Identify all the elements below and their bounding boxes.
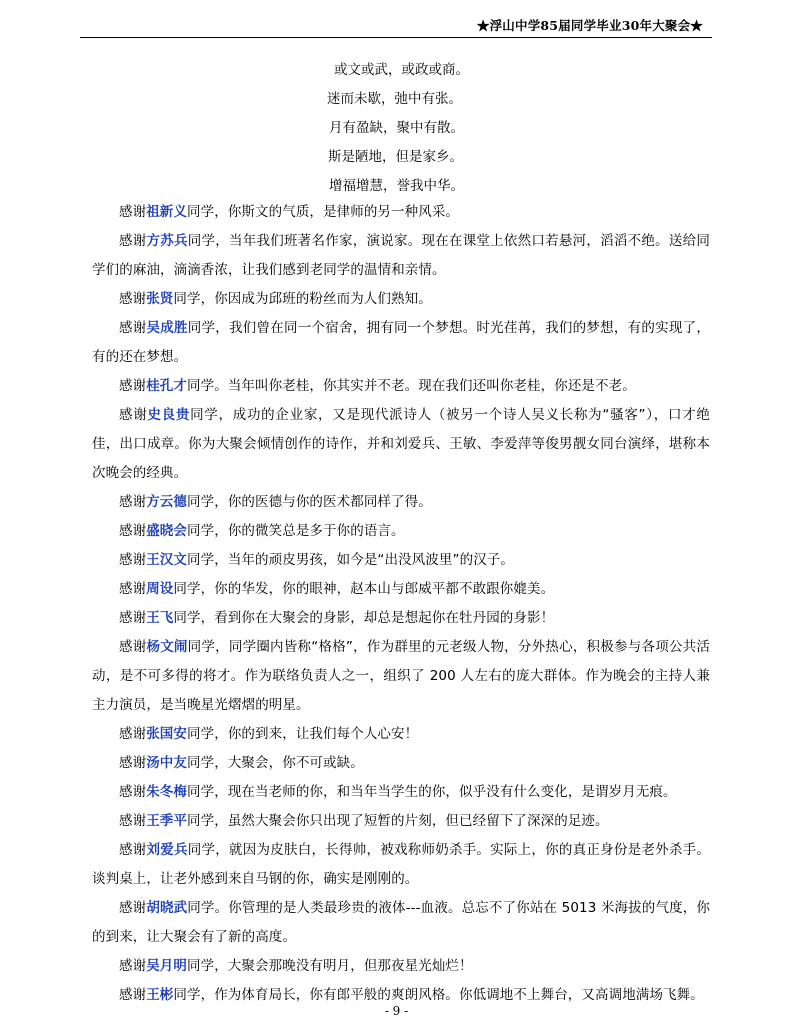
classmate-name: 王季平 [146, 813, 188, 829]
thanks-text: 同学，你的微笑总是多于你的语言。 [187, 523, 405, 539]
thanks-prefix: 感谢 [119, 842, 147, 858]
classmate-name: 吴月明 [146, 958, 188, 974]
classmate-name: 刘爱兵 [146, 842, 188, 858]
poem-line: 或文或武，或政或商。 [334, 62, 469, 78]
thanks-text: 同学，现在当老师的你，和当年当学生的你，似乎没有什么变化，是谓岁月无痕。 [187, 784, 677, 800]
thanks-text: 同学，你的华发，你的眼神，赵本山与郎威平都不敢跟你媲美。 [173, 581, 555, 597]
thanks-text: 同学，你斯文的气质，是律师的另一种风采。 [187, 204, 460, 220]
thanks-list [92, 198, 710, 1010]
classmate-name: 汤中友 [146, 755, 188, 771]
thanks-paragraph [92, 604, 710, 633]
classmate-name: 方苏兵 [146, 233, 188, 249]
thanks-text: 同学，虽然大聚会你只出现了短暂的片刻，但已经留下了深深的足迹。 [187, 813, 609, 829]
thanks-paragraph [92, 198, 710, 227]
thanks-paragraph [92, 778, 710, 807]
thanks-prefix: 感谢 [119, 291, 147, 307]
thanks-prefix: 感谢 [119, 784, 147, 800]
thanks-paragraph [92, 227, 710, 285]
thanks-prefix: 感谢 [119, 233, 147, 249]
thanks-paragraph [92, 285, 710, 314]
thanks-prefix: 感谢 [119, 755, 147, 771]
thanks-text: 同学，就因为皮肤白，长得帅，被戏称师奶杀手。实际上，你的真正身份是老外杀手。谈判桌上，让老外感到来自马钢的你，确实是刚刚的。 [92, 842, 710, 887]
classmate-name: 张贤 [146, 291, 174, 307]
thanks-prefix: 感谢 [119, 407, 148, 423]
thanks-text: 同学，你因成为邱班的粉丝而为人们熟知。 [173, 291, 432, 307]
classmate-name: 朱冬梅 [146, 784, 188, 800]
classmate-name: 张国安 [146, 726, 188, 742]
poem-line: 斯是陋地，但是家乡。 [328, 149, 463, 165]
classmate-name: 吴成胜 [146, 320, 188, 336]
poem-line: 迷而未歇，弛中有张。 [327, 91, 462, 107]
thanks-paragraph [92, 401, 710, 488]
classmate-name: 祖新义 [146, 204, 188, 220]
thanks-prefix: 感谢 [119, 523, 147, 539]
thanks-paragraph [92, 807, 710, 836]
thanks-paragraph [92, 633, 710, 720]
page-number: - 9 - [384, 1004, 409, 1018]
thanks-prefix: 感谢 [119, 581, 147, 597]
classmate-name: 王彬 [146, 987, 174, 1003]
thanks-paragraph [92, 952, 710, 981]
poem-line: 增福增慧，誉我中华。 [329, 178, 464, 194]
thanks-prefix: 感谢 [119, 320, 147, 336]
classmate-name: 杨文闹 [146, 639, 188, 655]
thanks-paragraph [92, 314, 710, 372]
thanks-text: 同学，我们曾在同一个宿舍，拥有同一个梦想。时光荏苒，我们的梦想，有的实现了，有的还在梦想。 [92, 320, 710, 365]
thanks-paragraph [92, 575, 710, 604]
classmate-name: 史良贵 [147, 407, 191, 423]
thanks-text: 同学，看到你在大聚会的身影，却总是想起你在牡丹园的身影！ [173, 610, 555, 626]
thanks-text: 同学，你的到来，让我们每个人心安！ [187, 726, 419, 742]
thanks-prefix: 感谢 [119, 900, 147, 916]
thanks-prefix: 感谢 [119, 552, 147, 568]
classmate-name: 胡晓武 [146, 900, 188, 916]
thanks-prefix: 感谢 [119, 987, 147, 1003]
thanks-prefix: 感谢 [119, 726, 147, 742]
page-header: ★浮山中学85届同学毕业30年大聚会★ [476, 18, 703, 33]
thanks-prefix: 感谢 [119, 610, 147, 626]
classmate-name: 王汉文 [146, 552, 188, 568]
thanks-text: 同学，同学圈内皆称“格格”，作为群里的元老级人物，分外热心，积极参与各项公共活动，是不可多得的将才。作为联络负责人之一，组织了 200 人左右的庞大群体。作为晚会的主持人兼主力演员，是当晚星光熠熠的明星。 [92, 639, 711, 713]
thanks-paragraph [92, 488, 710, 517]
poem-line: 月有盈缺，聚中有散。 [329, 120, 464, 136]
thanks-prefix: 感谢 [119, 639, 147, 655]
thanks-text: 同学，当年的顽皮男孩，如今是“出没风波里”的汉子。 [187, 552, 515, 568]
header-rule [80, 37, 712, 38]
thanks-text: 同学，当年我们班著名作家，演说家。现在在课堂上依然口若悬河，滔滔不绝。送给同学们的麻油，滴滴香浓，让我们感到老同学的温情和亲情。 [92, 233, 710, 278]
thanks-text: 同学。你管理的是人类最珍贵的液体---血液。总忘不了你站在 5013 米海拔的气度，你的到来，让大聚会有了新的高度。 [92, 900, 710, 945]
thanks-paragraph [92, 749, 710, 778]
thanks-prefix: 感谢 [119, 813, 147, 829]
thanks-text: 同学，大聚会，你不可或缺。 [187, 755, 364, 771]
thanks-paragraph [92, 720, 710, 749]
thanks-text: 同学，你的医德与你的医术都同样了得。 [187, 494, 432, 510]
thanks-paragraph [92, 546, 710, 575]
thanks-text: 同学。当年叫你老桂，你其实并不老。现在我们还叫你老桂，你还是不老。 [187, 378, 636, 394]
thanks-prefix: 感谢 [119, 958, 147, 974]
classmate-name: 桂孔才 [146, 378, 188, 394]
thanks-prefix: 感谢 [119, 378, 147, 394]
thanks-text: 同学，作为体育局长，你有郎平般的爽朗风格。你低调地不上舞台，又高调地满场飞舞。 [173, 987, 704, 1003]
poem-block [0, 56, 793, 201]
thanks-paragraph [92, 372, 710, 401]
thanks-prefix: 感谢 [119, 494, 147, 510]
thanks-text: 同学，大聚会那晚没有明月，但那夜星光灿烂！ [187, 958, 473, 974]
thanks-paragraph [92, 894, 710, 952]
classmate-name: 盛晓会 [146, 523, 188, 539]
thanks-paragraph [92, 517, 710, 546]
classmate-name: 王飞 [146, 610, 174, 626]
classmate-name: 周设 [146, 581, 174, 597]
thanks-paragraph [92, 836, 710, 894]
thanks-prefix: 感谢 [119, 204, 147, 220]
classmate-name: 方云德 [146, 494, 188, 510]
thanks-text: 同学，成功的企业家，又是现代派诗人（被另一个诗人吴义长称为“骚客”），口才绝佳，出口成章。你为大聚会倾情创作的诗作，并和刘爱兵、王敏、李爱萍等俊男靓女同台演绎，堪称本次晚会的经典。 [92, 407, 710, 481]
